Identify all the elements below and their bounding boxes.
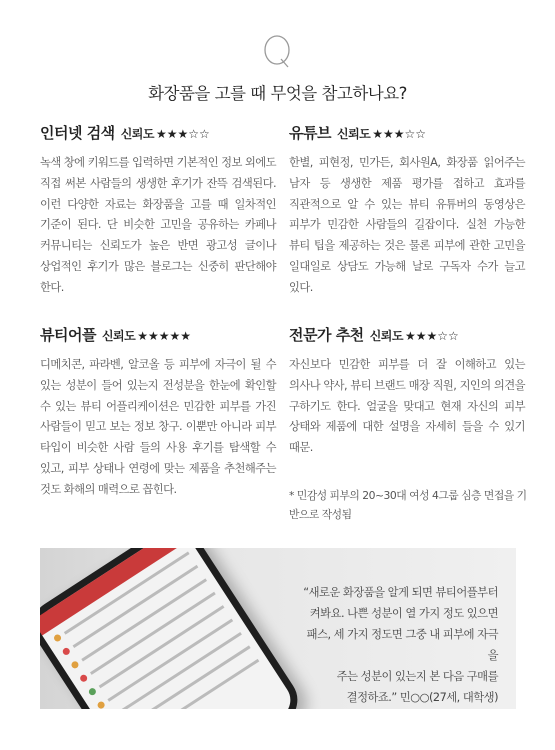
- section-youtube: [289, 122, 525, 299]
- rating-stars: ★★★☆☆: [155, 127, 210, 141]
- section-title: 뷰티어플: [40, 326, 96, 344]
- smartphone-image: [40, 548, 307, 709]
- testimonial-quote: [298, 582, 498, 708]
- rating-stars: ★★★★★: [137, 329, 192, 343]
- section-body: 자신보다 민감한 피부를 더 잘 이해하고 있는 의사나 약사, 뷰티 브랜드 매장 직원, 지인의 의견을 구하기도 한다. 얼굴을 맞대고 현재 자신의 피부 상태와 제품에 대한 설명을 자세히 들을 수 있기 때문.: [289, 358, 525, 455]
- section-internet-search: [40, 122, 276, 299]
- trust-label: 신뢰도: [120, 127, 154, 141]
- quote-line: 켜봐요. 나쁜 성분이 열 가지 정도 있으면: [309, 607, 498, 620]
- q-mark-icon: [261, 34, 295, 68]
- section-body: 한별, 피현정, 민가든, 회사원A, 화장품 읽어주는 남자 등 생생한 제품 평가를 접하고 효과를 직관적으로 알 수 있는 뷰티 유튜버의 동영상은 피부가 민감한 사람들의 길잡이다. 실천 가능한 뷰티 팁을 제공하는 것은 물론 피부에 관한 고민을 일대일로 상담도 가능해 날로 구독자 수가 늘고 있다.: [289, 156, 525, 294]
- page-question: 화장품을 고를 때 무엇을 참고하나요?: [148, 84, 407, 103]
- rating-stars: ★★★☆☆: [404, 329, 459, 343]
- section-body: 디메치콘, 파라벤, 알코올 등 피부에 자극이 될 수 있는 성분이 들어 있는지 전성분을 한눈에 확인할 수 있는 뷰티 어플리케이션은 민감한 피부를 가진 사람들이 믿고 보는 정보 창구. 이뿐만 아니라 피부 타입이 비슷한 사람 들의 사용 후기를 탐색할 수 있고, 피부 상태나 연령에 맞는 제품을 추천해주는 것도 화해의 매력으로 꼽힌다.: [40, 358, 276, 496]
- section-beauty-app: [40, 324, 276, 501]
- trust-label: 신뢰도: [336, 127, 371, 141]
- section-title: 인터넷 검색: [40, 124, 115, 142]
- section-body: 녹색 창에 키워드를 입력하면 기본적인 정보 외에도 직접 써본 사람들의 생생한 후기가 잔뜩 검색된다. 이런 다양한 자료는 화장품을 고를 때 일차적인 기준이 된다. 단 비슷한 고민을 공유하는 카페나 커뮤니티는 신뢰도가 높은 반면 광고성 글이나 상업적인 후기가 많은 블로그는 신중히 판단해야 한다.: [40, 156, 276, 294]
- phone-photo: [40, 548, 516, 709]
- section-title: 유튜브: [289, 124, 331, 142]
- trust-label: 신뢰도: [369, 329, 403, 343]
- quote-line: “새로운 화장품을 알게 되면 뷰티어플부터: [303, 586, 498, 599]
- quote-line: 패스, 세 가지 정도면 그중 내 피부에 자극을: [306, 628, 498, 662]
- footnote: * 민감성 피부의 20~30대 여성 4그룹 심층 면접을 기반으로 작성됨: [289, 489, 527, 521]
- section-title: 전문가 추천: [289, 326, 364, 344]
- rating-stars: ★★★☆☆: [372, 127, 427, 141]
- quote-line: 주는 성분이 있는지 본 다음 구매를: [336, 670, 498, 683]
- section-expert: [289, 324, 525, 459]
- quote-line: 결정하죠.” 민○○(27세, 대학생): [346, 691, 498, 704]
- trust-label: 신뢰도: [101, 329, 136, 343]
